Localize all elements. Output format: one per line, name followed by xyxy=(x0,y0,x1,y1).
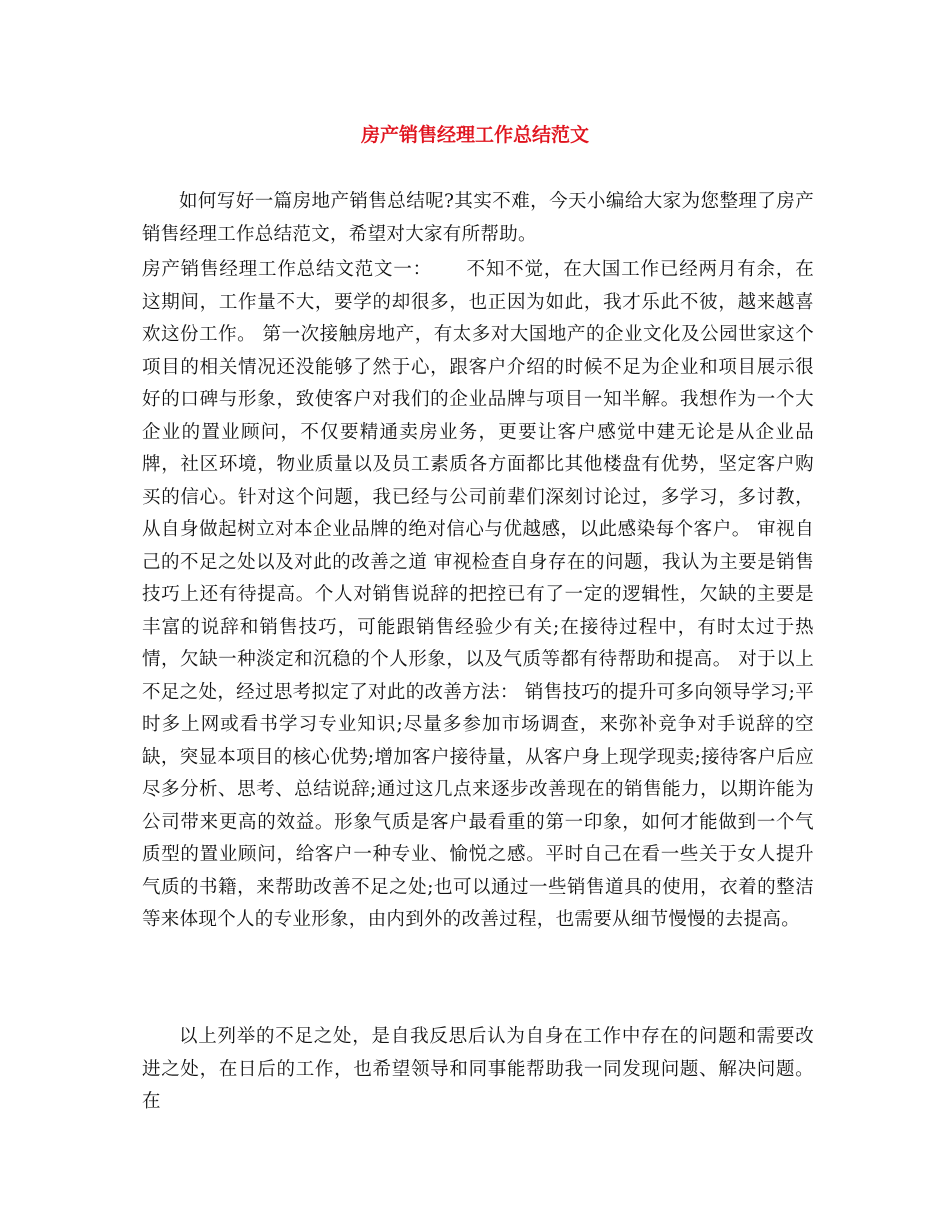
document-title: 房产销售经理工作总结范文 xyxy=(360,124,589,146)
sample-one-heading: 房产销售经理工作总结文范文一： xyxy=(142,259,432,280)
intro-paragraph xyxy=(142,186,814,256)
intro-paragraph-text: 如何写好一篇房地产销售总结呢?其实不难，今天小编给大家为您整理了房产销售经理工作总结范文，希望对大家有所帮助。 xyxy=(142,191,814,245)
sample-one-paragraph xyxy=(142,254,814,1022)
closing-paragraph xyxy=(142,1021,814,1112)
sample-one-text: 不知不觉，在大国工作已经两月有余，在这期间，工作量不大，要学的却很多，也正因为如此，我才乐此不彼，越来越喜欢这份工作。 第一次接触房地产，有太多对大国地产的企业文化及公园世家这个项目的相关情况还没能够了然于心，跟客户介绍的时候不足为企业和项目展示很好的口碑与形象，致使客户对我们的企业品牌与项目一知半解。我想作为一个大企业的置业顾问，不仅要精通卖房业务，更要让客户感觉中建无论是从企业品牌，社区环境，物业质量以及员工素质各方面都比其他楼盘有优势，坚定客户购买的信心。针对这个问题，我已经与公司前辈们深刻讨论过，多学习，多讨教，从自身做起树立对本企业品牌的绝对信心与优越感，以此感染每个客户。 审视自己的不足之处以及对此的改善之道 审视检查自身存在的问题，我认为主要是销售技巧上还有待提高。个人对销售说辞的把控已有了一定的逻辑性，欠缺的主要是丰富的说辞和销售技巧，可能跟销售经验少有关;在接待过程中，有时太过于热情，欠缺一种淡定和沉稳的个人形象，以及气质等都有待帮助和提高。 对于以上不足之处，经过思考拟定了对此的改善方法： 销售技巧的提升可多向领导学习;平时多上网或看书学习专业知识;尽量多参加市场调查，来弥补竞争对手说辞的空缺，突显本项目的核心优势;增加客户接待量，从客户身上现学现卖;接待客户后应尽多分析、思考、总结说辞;通过这几点来逐步改善现在的销售能力，以期许能为公司带来更高的效益。形象气质是客户最看重的第一印象，如何才能做到一个气质型的置业顾问，给客户一种专业、愉悦之感。平时自己在看一些关于女人提升气质的书籍，来帮助改善不足之处;也可以通过一些销售道具的使用，衣着的整洁等来体现个人的专业形象，由内到外的改善过程，也需要从细节慢慢的去提高。 xyxy=(142,259,814,930)
closing-paragraph-text: 以上列举的不足之处，是自我反思后认为自身在工作中存在的问题和需要改进之处，在日后的工作，也希望领导和同事能帮助我一同发现问题、解决问题。 在 xyxy=(142,1026,814,1112)
